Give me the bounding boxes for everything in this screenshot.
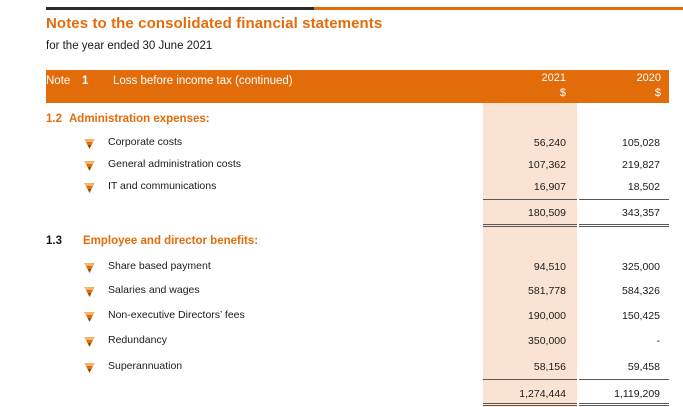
pencil-bullet-icon bbox=[83, 310, 96, 323]
value-2020: 150,425 bbox=[622, 310, 660, 322]
note-number: 1 bbox=[82, 75, 89, 87]
line-item-label: Non-executive Directors’ fees bbox=[108, 309, 245, 321]
value-2021: 350,000 bbox=[528, 335, 566, 347]
value-2020: 325,000 bbox=[622, 261, 660, 273]
col-2021-unit: $ bbox=[559, 87, 566, 99]
pencil-bullet-icon bbox=[83, 159, 96, 172]
employee-section-number: 1.3 bbox=[46, 235, 62, 247]
employee-section-title: Employee and director benefits: bbox=[83, 235, 259, 247]
line-item-label: Salaries and wages bbox=[108, 284, 200, 296]
admin-total-rule-2021 bbox=[483, 224, 577, 227]
col-2021-year: 2021 bbox=[541, 72, 566, 84]
line-item-label: Corporate costs bbox=[108, 136, 183, 148]
admin-total-2020: 343,357 bbox=[622, 207, 660, 219]
admin-subtotal-rule-2021 bbox=[483, 199, 577, 200]
pencil-bullet-icon bbox=[83, 181, 96, 194]
admin-section-title: Administration expenses: bbox=[69, 113, 210, 125]
employee-total-2020: 1,119,209 bbox=[614, 388, 660, 400]
page-subtitle: for the year ended 30 June 2021 bbox=[46, 40, 213, 52]
top-rule-dark bbox=[46, 7, 314, 10]
admin-total-2021: 180,509 bbox=[528, 207, 566, 219]
note-prefix: Note bbox=[46, 75, 71, 87]
line-item-label: Redundancy bbox=[108, 334, 167, 346]
top-rule-orange bbox=[314, 7, 683, 10]
admin-total-rule-2020 bbox=[579, 224, 669, 227]
value-2020: 219,827 bbox=[622, 159, 660, 171]
value-2021: 107,362 bbox=[528, 159, 566, 171]
col-2020-unit: $ bbox=[654, 87, 661, 99]
page-title: Notes to the consolidated financial statements bbox=[46, 15, 383, 32]
value-2020: 59,458 bbox=[627, 361, 660, 373]
employee-total-rule-2020 bbox=[579, 403, 669, 406]
value-2021: 16,907 bbox=[533, 181, 566, 193]
pencil-bullet-icon bbox=[83, 285, 96, 298]
value-2021: 94,510 bbox=[533, 261, 566, 273]
value-2021: 190,000 bbox=[528, 310, 566, 322]
col-2020-year: 2020 bbox=[636, 72, 661, 84]
value-2020: 584,326 bbox=[622, 285, 660, 297]
value-2020: 105,028 bbox=[622, 137, 660, 149]
line-item-label: Share based payment bbox=[108, 260, 211, 272]
value-2020: - bbox=[656, 335, 660, 347]
employee-total-rule-2021 bbox=[483, 403, 577, 406]
pencil-bullet-icon bbox=[83, 335, 96, 348]
pencil-bullet-icon bbox=[83, 361, 96, 374]
note-heading: Loss before income tax (continued) bbox=[113, 75, 293, 87]
admin-subtotal-rule-2020 bbox=[579, 199, 669, 200]
employee-subtotal-rule-2021 bbox=[483, 379, 577, 380]
value-2020: 18,502 bbox=[627, 181, 660, 193]
value-2021: 58,156 bbox=[533, 361, 566, 373]
pencil-bullet-icon bbox=[83, 261, 96, 274]
value-2021: 56,240 bbox=[533, 137, 566, 149]
line-item-label: Superannuation bbox=[108, 360, 183, 372]
value-2021: 581,778 bbox=[528, 285, 566, 297]
admin-section-number: 1.2 bbox=[46, 113, 62, 125]
line-item-label: General administration costs bbox=[108, 158, 242, 170]
line-item-label: IT and communications bbox=[108, 180, 217, 192]
employee-subtotal-rule-2020 bbox=[579, 379, 669, 380]
pencil-bullet-icon bbox=[83, 137, 96, 150]
employee-total-2021: 1,274,444 bbox=[519, 388, 566, 400]
